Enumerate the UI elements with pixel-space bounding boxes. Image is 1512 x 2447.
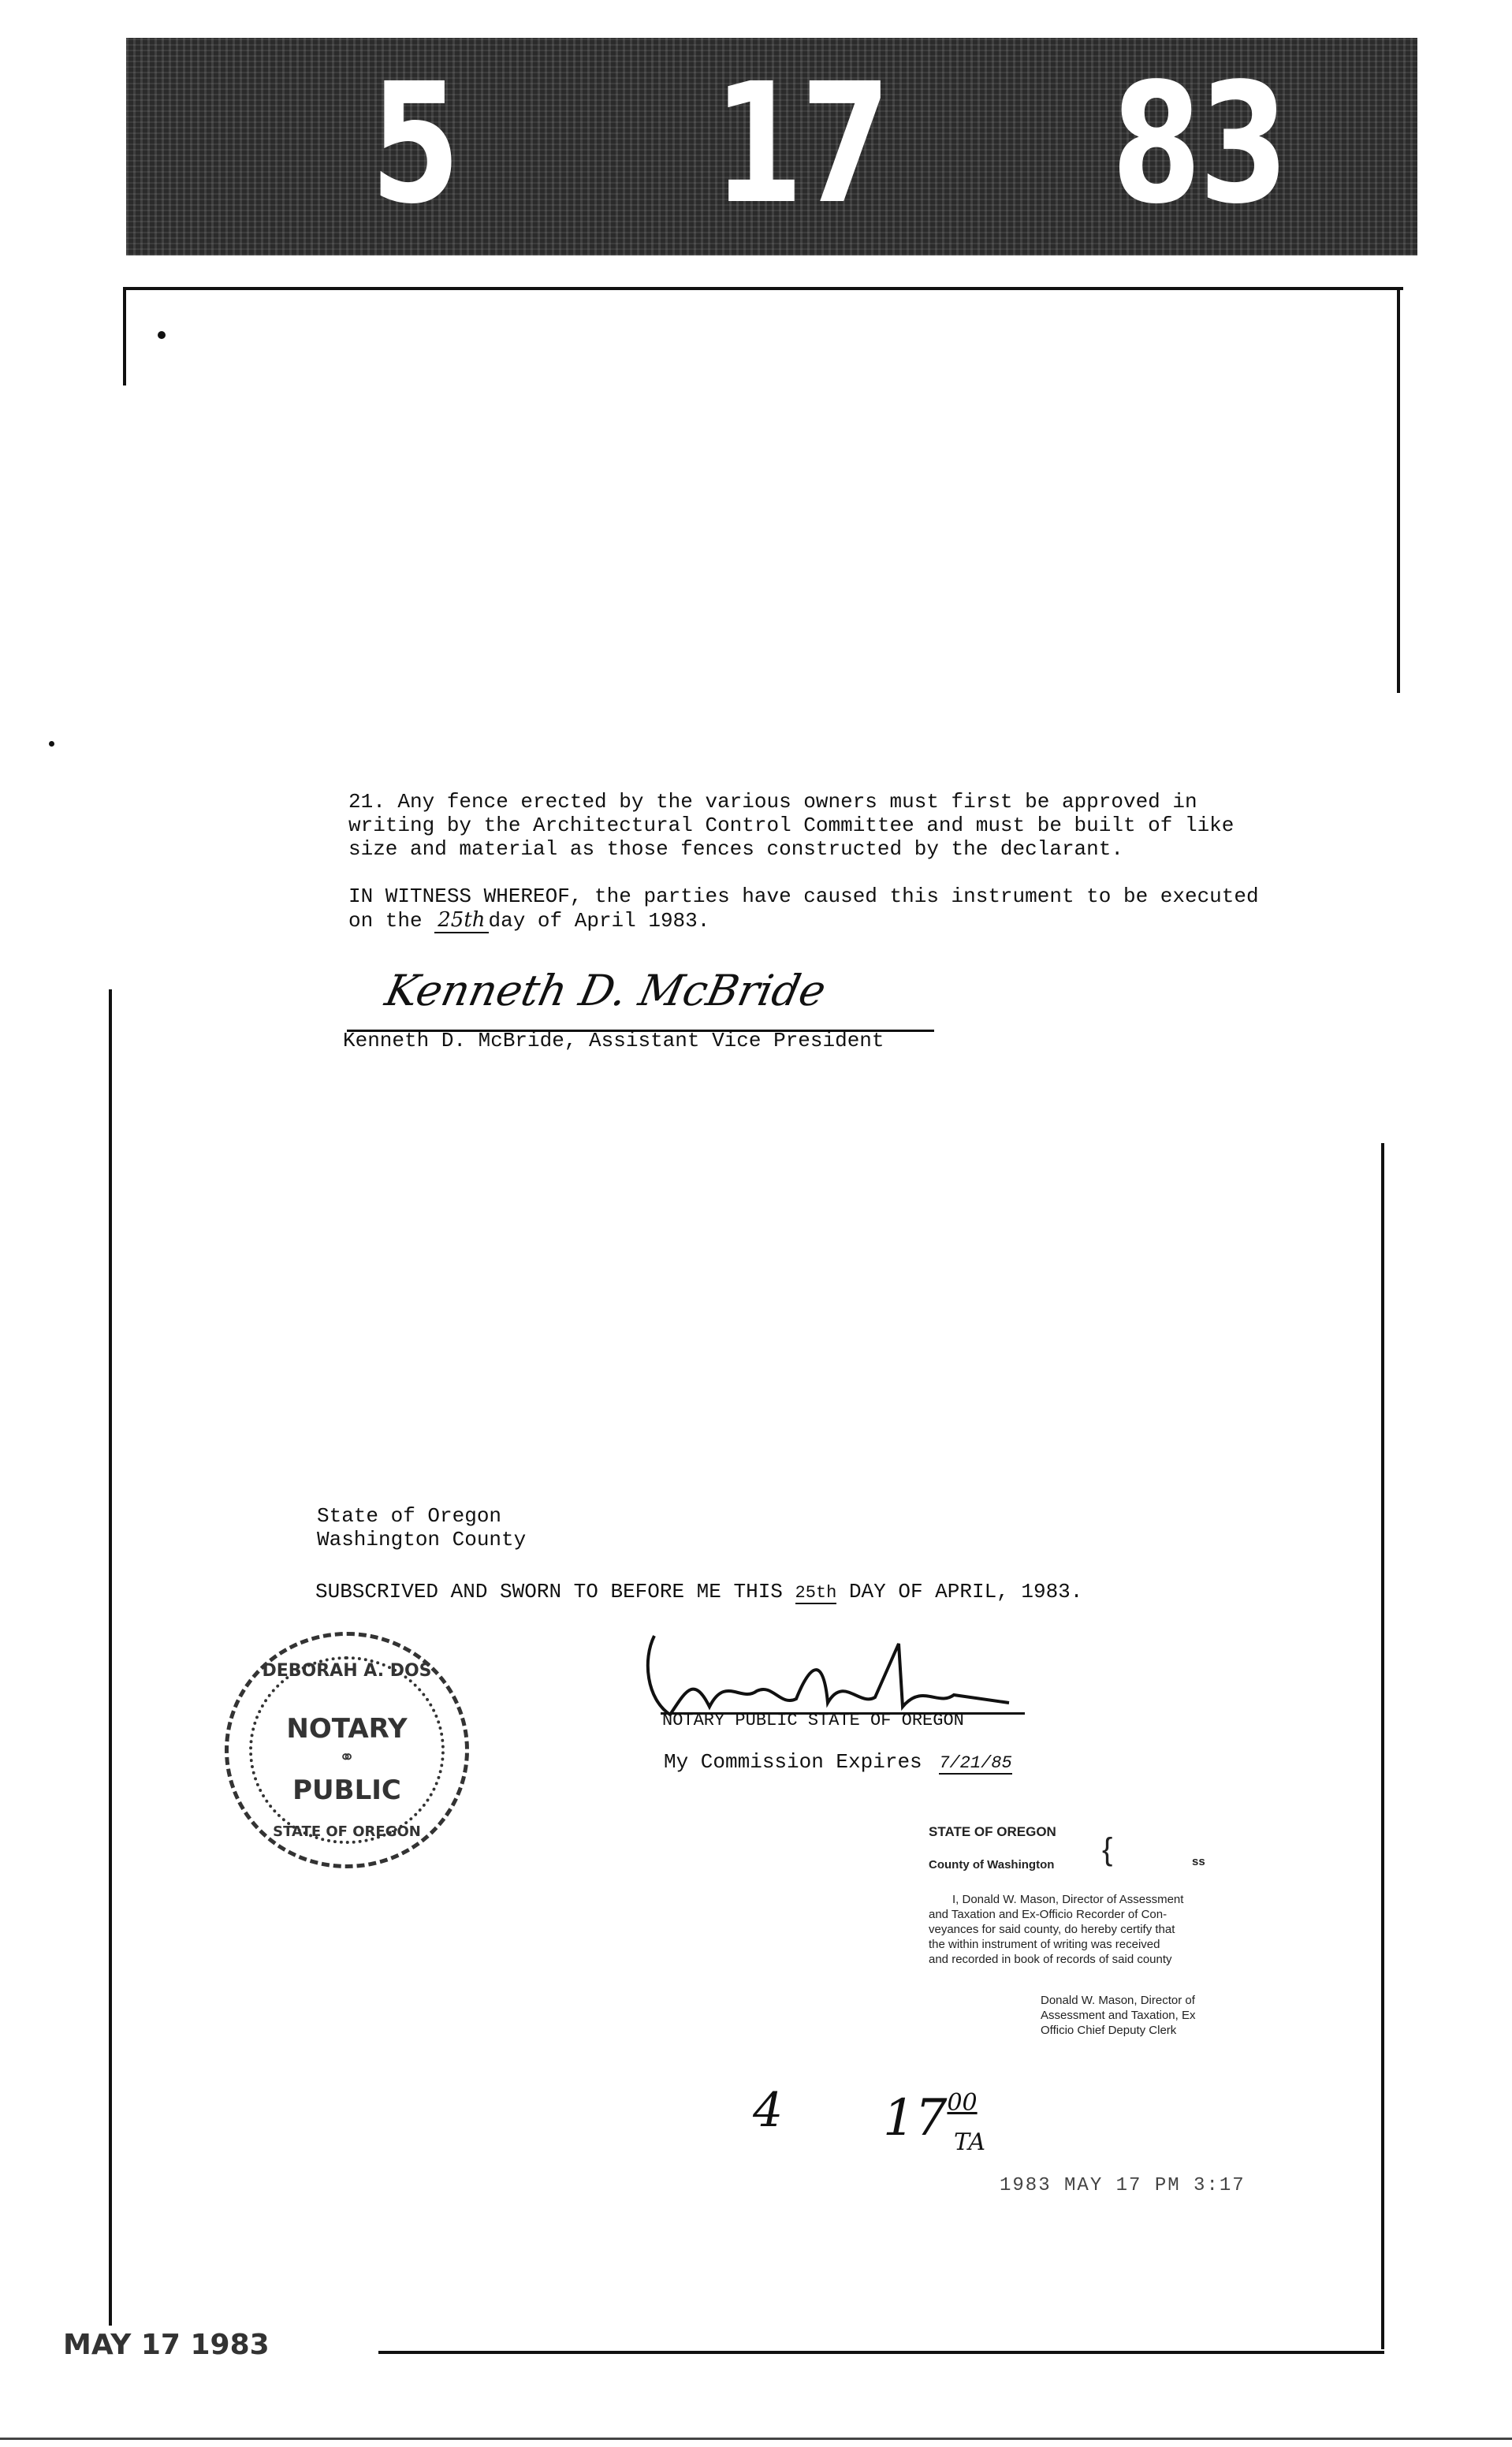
scan-speck: [49, 741, 54, 747]
jurat-prefix: SUBSCRIVED AND SWORN TO BEFORE ME THIS: [315, 1580, 783, 1603]
recorder-cert-line-2: and Taxation and Ex-Officio Recorder of Con-: [929, 1908, 1168, 1921]
top-frame-line: [126, 287, 1403, 290]
signature-handwritten: Kenneth D. McBride: [381, 966, 831, 1015]
left-frame-line-bottom: [109, 989, 112, 2326]
right-frame-line-top: [1397, 287, 1400, 693]
recorder-sig-line-2: Assessment and Taxation, Ex: [1041, 2009, 1196, 2022]
paragraph-21-line-3: size and material as those fences constructed by the declarant.: [348, 837, 1123, 861]
left-frame-line-top: [123, 287, 126, 385]
film-year: 83: [1112, 47, 1287, 240]
witness-line-2: [348, 908, 709, 933]
microfilm-date-header: [126, 38, 1417, 255]
paragraph-21-line-1: 21. Any fence erected by the various owners must first be approved in: [348, 790, 1197, 814]
notary-seal: [225, 1632, 469, 1868]
recorder-cert-line-3: veyances for said county, do hereby certify that: [929, 1923, 1175, 1936]
notary-title: NOTARY PUBLIC STATE OF OREGON: [662, 1711, 964, 1730]
filming-date-stamp: MAY 17 1983: [63, 2329, 270, 2361]
bottom-frame-line: [378, 2351, 1384, 2354]
witness-line-1: IN WITNESS WHEREOF, the parties have caused this instrument to be executed: [348, 885, 1259, 908]
witness-day-handwritten: 25th: [434, 908, 488, 933]
commission-label: My Commission Expires: [664, 1750, 922, 1774]
scan-speck: [158, 331, 166, 339]
venue-county: Washington County: [317, 1528, 527, 1551]
seal-top-text: DEBORAH A. DOS: [262, 1661, 432, 1681]
right-frame-line-bottom: [1381, 1143, 1384, 2349]
recorder-cert-line-5: and recorded in book of records of said county: [929, 1953, 1172, 1966]
commission-line: [664, 1750, 1012, 1775]
witness-prefix: on the: [348, 909, 423, 933]
paragraph-21-line-2: writing by the Architectural Control Committee and must be built of like: [348, 814, 1235, 837]
recorder-sig-line-1: Donald W. Mason, Director of: [1041, 1994, 1195, 2007]
commission-date: 7/21/85: [939, 1753, 1012, 1773]
jurat-line: [315, 1580, 1082, 1605]
seal-bottom-text: STATE OF OREGON: [273, 1823, 421, 1840]
received-stamp: 1983 MAY 17 PM 3:17: [1000, 2175, 1246, 2196]
seal-divider: ⚭: [338, 1746, 356, 1768]
witness-suffix: day of April 1983.: [488, 909, 710, 933]
film-day: 17: [713, 47, 888, 240]
jurat-suffix: DAY OF APRIL, 1983.: [848, 1580, 1083, 1603]
bottom-edge-line: [0, 2438, 1512, 2440]
recorder-sig-line-3: Officio Chief Deputy Clerk: [1041, 2024, 1177, 2037]
recorder-state: STATE OF OREGON: [929, 1824, 1056, 1839]
venue-state: State of Oregon: [317, 1504, 502, 1528]
fee-cents: 00: [947, 2089, 978, 2117]
seal-public-text: PUBLIC: [292, 1775, 401, 1806]
signer-printed-name: Kenneth D. McBride, Assistant Vice President: [343, 1029, 884, 1052]
recorder-cert-line-1: I, Donald W. Mason, Director of Assessment: [952, 1893, 1184, 1906]
recorder-brace: {: [1102, 1832, 1113, 1867]
recorder-cert-line-4: the within instrument of writing was received: [929, 1938, 1160, 1951]
fee-code: TA: [954, 2129, 986, 2156]
fee-dollars: 17: [883, 2089, 948, 2147]
recorder-ss: ss: [1192, 1855, 1205, 1868]
fee-count: 4: [753, 2083, 784, 2138]
jurat-day: 25th: [795, 1583, 837, 1603]
recorder-county: County of Washington: [929, 1858, 1055, 1872]
seal-notary-text: NOTARY: [286, 1713, 408, 1745]
film-month: 5: [371, 47, 458, 240]
